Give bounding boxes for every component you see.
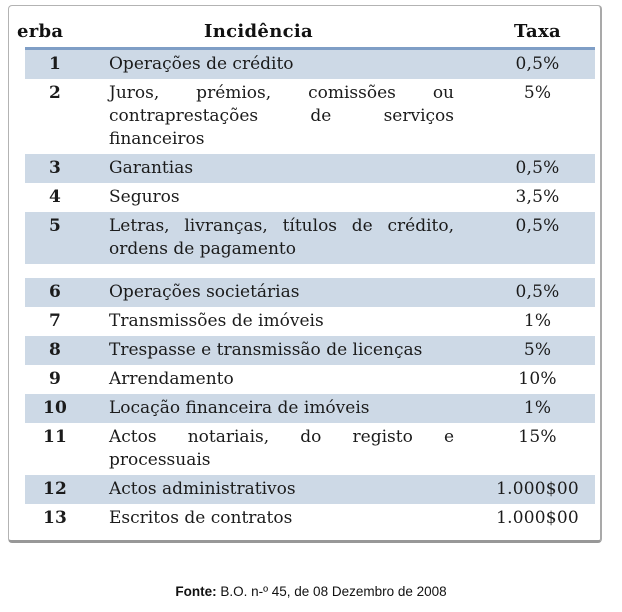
table-row bbox=[25, 504, 595, 533]
table-section bbox=[25, 49, 595, 265]
taxa-cell: 0,5% bbox=[480, 278, 595, 307]
table-row bbox=[25, 49, 595, 80]
taxa-cell: 3,5% bbox=[515, 187, 560, 207]
verba-cell: 2 bbox=[48, 83, 62, 103]
verba-cell: 7 bbox=[48, 311, 62, 331]
verba-cell: 6 bbox=[25, 278, 85, 307]
table-row bbox=[25, 394, 595, 423]
spacer-row bbox=[25, 264, 595, 278]
table-row bbox=[25, 278, 595, 307]
taxa-cell: 1% bbox=[523, 311, 552, 331]
incidencia-cell: Actos administrativos bbox=[85, 475, 480, 504]
table-row bbox=[25, 212, 595, 264]
column-header-taxa: Taxa bbox=[480, 21, 595, 49]
taxa-cell: 0,5% bbox=[480, 49, 595, 80]
incidencia-cell: Operações de crédito bbox=[85, 49, 480, 80]
source-text: B.O. n-º 45, de 08 Dezembro de 2008 bbox=[216, 584, 447, 599]
column-header-incidencia: Incidência bbox=[85, 21, 480, 49]
table-row bbox=[25, 154, 595, 183]
table-row bbox=[25, 307, 595, 336]
taxa-cell: 5% bbox=[480, 336, 595, 365]
taxa-cell: 5% bbox=[523, 83, 552, 103]
incidencia-cell: Juros, prémios, comissões ou contraprestações de serviços financeiros bbox=[109, 83, 454, 149]
incidencia-cell: Garantias bbox=[85, 154, 480, 183]
verba-cell: 1 bbox=[25, 49, 85, 80]
incidencia-cell: Arrendamento bbox=[109, 369, 234, 389]
table-row bbox=[25, 79, 595, 154]
incidencia-cell: Actos notariais, do registo e processuais bbox=[109, 427, 454, 470]
incidencia-cell: Letras, livranças, títulos de crédito, ordens de pagamento bbox=[85, 212, 480, 264]
incidencia-cell: Seguros bbox=[109, 187, 180, 207]
source-label: Fonte: bbox=[175, 584, 217, 599]
table-row bbox=[25, 423, 595, 475]
verba-cell: 9 bbox=[48, 369, 62, 389]
section-spacer bbox=[25, 264, 595, 278]
verba-cell: 12 bbox=[25, 475, 85, 504]
column-header-verba: erba bbox=[25, 21, 85, 49]
table-row bbox=[25, 365, 595, 394]
table-row bbox=[25, 336, 595, 365]
verba-cell: 8 bbox=[25, 336, 85, 365]
table-panel bbox=[8, 5, 602, 543]
verba-cell: 4 bbox=[48, 187, 62, 207]
incidencia-cell: Transmissões de imóveis bbox=[109, 311, 324, 331]
taxa-cell: 1.000$00 bbox=[480, 475, 595, 504]
table-row bbox=[25, 183, 595, 212]
table-section bbox=[25, 278, 595, 533]
table-header bbox=[17, 21, 595, 49]
incidencia-cell: Locação financeira de imóveis bbox=[85, 394, 480, 423]
verba-cell: 3 bbox=[25, 154, 85, 183]
taxa-cell: 0,5% bbox=[480, 154, 595, 183]
taxa-cell: 1% bbox=[480, 394, 595, 423]
verba-cell: 13 bbox=[42, 508, 68, 528]
taxa-cell: 0,5% bbox=[480, 212, 595, 264]
taxa-cell: 15% bbox=[518, 427, 557, 447]
taxa-cell: 1.000$00 bbox=[496, 508, 579, 528]
incidencia-cell: Operações societárias bbox=[85, 278, 480, 307]
incidencia-cell: Escritos de contratos bbox=[109, 508, 293, 528]
table-row bbox=[25, 475, 595, 504]
verba-cell: 10 bbox=[25, 394, 85, 423]
incidencia-cell: Trespasse e transmissão de licenças bbox=[85, 336, 480, 365]
source-note bbox=[0, 584, 622, 599]
header-row bbox=[25, 21, 595, 49]
verba-cell: 5 bbox=[25, 212, 85, 264]
taxa-cell: 10% bbox=[518, 369, 557, 389]
stamp-duty-table bbox=[17, 21, 595, 533]
verba-cell: 11 bbox=[42, 427, 68, 447]
